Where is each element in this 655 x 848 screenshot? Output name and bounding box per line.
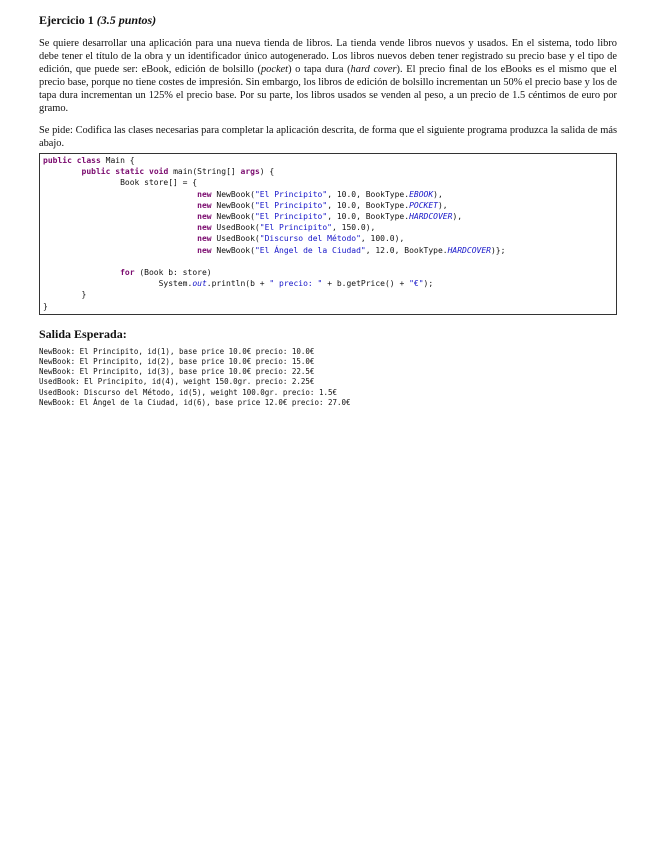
expected-output bbox=[39, 347, 617, 408]
output-line: NewBook: El Ángel de la Ciudad, id(6), base price 12.0€ precio: 27.0€ bbox=[39, 397, 351, 407]
output-line: UsedBook: El Principito, id(4), weight 150.0gr. precio: 2.25€ bbox=[39, 377, 315, 387]
code-line: } bbox=[81, 290, 87, 300]
exercise-points: (3.5 puntos) bbox=[96, 13, 157, 27]
code-line: } bbox=[43, 301, 48, 311]
code-line: new NewBook("El Principito", 10.0, BookType.POCKET), bbox=[197, 200, 448, 210]
output-title: Salida Esperada: bbox=[39, 326, 127, 341]
code-line: new UsedBook("Discurso del Método", 100.0), bbox=[197, 234, 405, 244]
statement-text: ) o tapa dura ( bbox=[288, 64, 351, 75]
code-line: for (Book b: store) bbox=[120, 268, 212, 278]
statement-paragraph bbox=[39, 37, 617, 115]
code-line: Book store[] = { bbox=[120, 178, 198, 188]
code-line: public static void main(String[] args) { bbox=[81, 167, 275, 177]
code-line: new NewBook("El Principito", 10.0, BookType.EBOOK), bbox=[197, 189, 443, 199]
output-line: UsedBook: Discurso del Método, id(5), weight 100.0gr. precio: 1.5€ bbox=[39, 387, 338, 397]
statement-text: ). El precio final de los eBooks es el mismo que el precio base, porque no tiene costes de impresión. Sin embargo, los libros de edición de bolsillo incrementan un 50% el precio base y los de tapa dura incrementan un 125% el precio base. Por su parte, los libros usados se venden al peso, a un precio de 1.5 céntimos de euro por gramo. bbox=[39, 64, 617, 114]
output-line: NewBook: El Principito, id(1), base price 10.0€ precio: 10.0€ bbox=[39, 346, 315, 356]
exercise-title: Ejercicio 1 bbox=[39, 13, 94, 27]
output-line: NewBook: El Principito, id(3), base price 10.0€ precio: 22.5€ bbox=[39, 367, 315, 377]
code-line bbox=[43, 256, 614, 267]
pocket-term: pocket bbox=[260, 64, 289, 75]
exercise-page bbox=[39, 13, 617, 408]
code-line: System.out.println(b + " precio: " + b.getPrice() + "€"); bbox=[158, 279, 434, 289]
code-line: new UsedBook("El Principito", 150.0), bbox=[197, 223, 376, 233]
hard-cover-term: hard cover bbox=[350, 64, 397, 75]
output-line: NewBook: El Principito, id(2), base price 10.0€ precio: 15.0€ bbox=[39, 357, 315, 367]
code-line: new NewBook("El Principito", 10.0, BookType.HARDCOVER), bbox=[197, 212, 463, 222]
code-block bbox=[39, 153, 617, 315]
code-line: public class Main { bbox=[43, 156, 135, 165]
code-line: new NewBook("El Ángel de la Ciudad", 12.0, BookType.HARDCOVER)}; bbox=[197, 245, 506, 255]
statement-text: Se quiere desarrollar una aplicación para una nueva tienda de libros. La tienda vende libros nuevos y usados. En el sistema, todo libro debe tener el título de la obra y un identificador único autogenerado. Los libros nuevos deben tener registrado su precio base y el tipo de edición, que puede ser: eBook, edición de bolsillo ( bbox=[39, 38, 617, 75]
task-paragraph: Se pide: Codifica las clases necesarias para completar la aplicación descrita, de forma que el siguiente programa produzca la salida de más abajo. bbox=[39, 125, 617, 149]
exercise-heading bbox=[39, 13, 617, 27]
